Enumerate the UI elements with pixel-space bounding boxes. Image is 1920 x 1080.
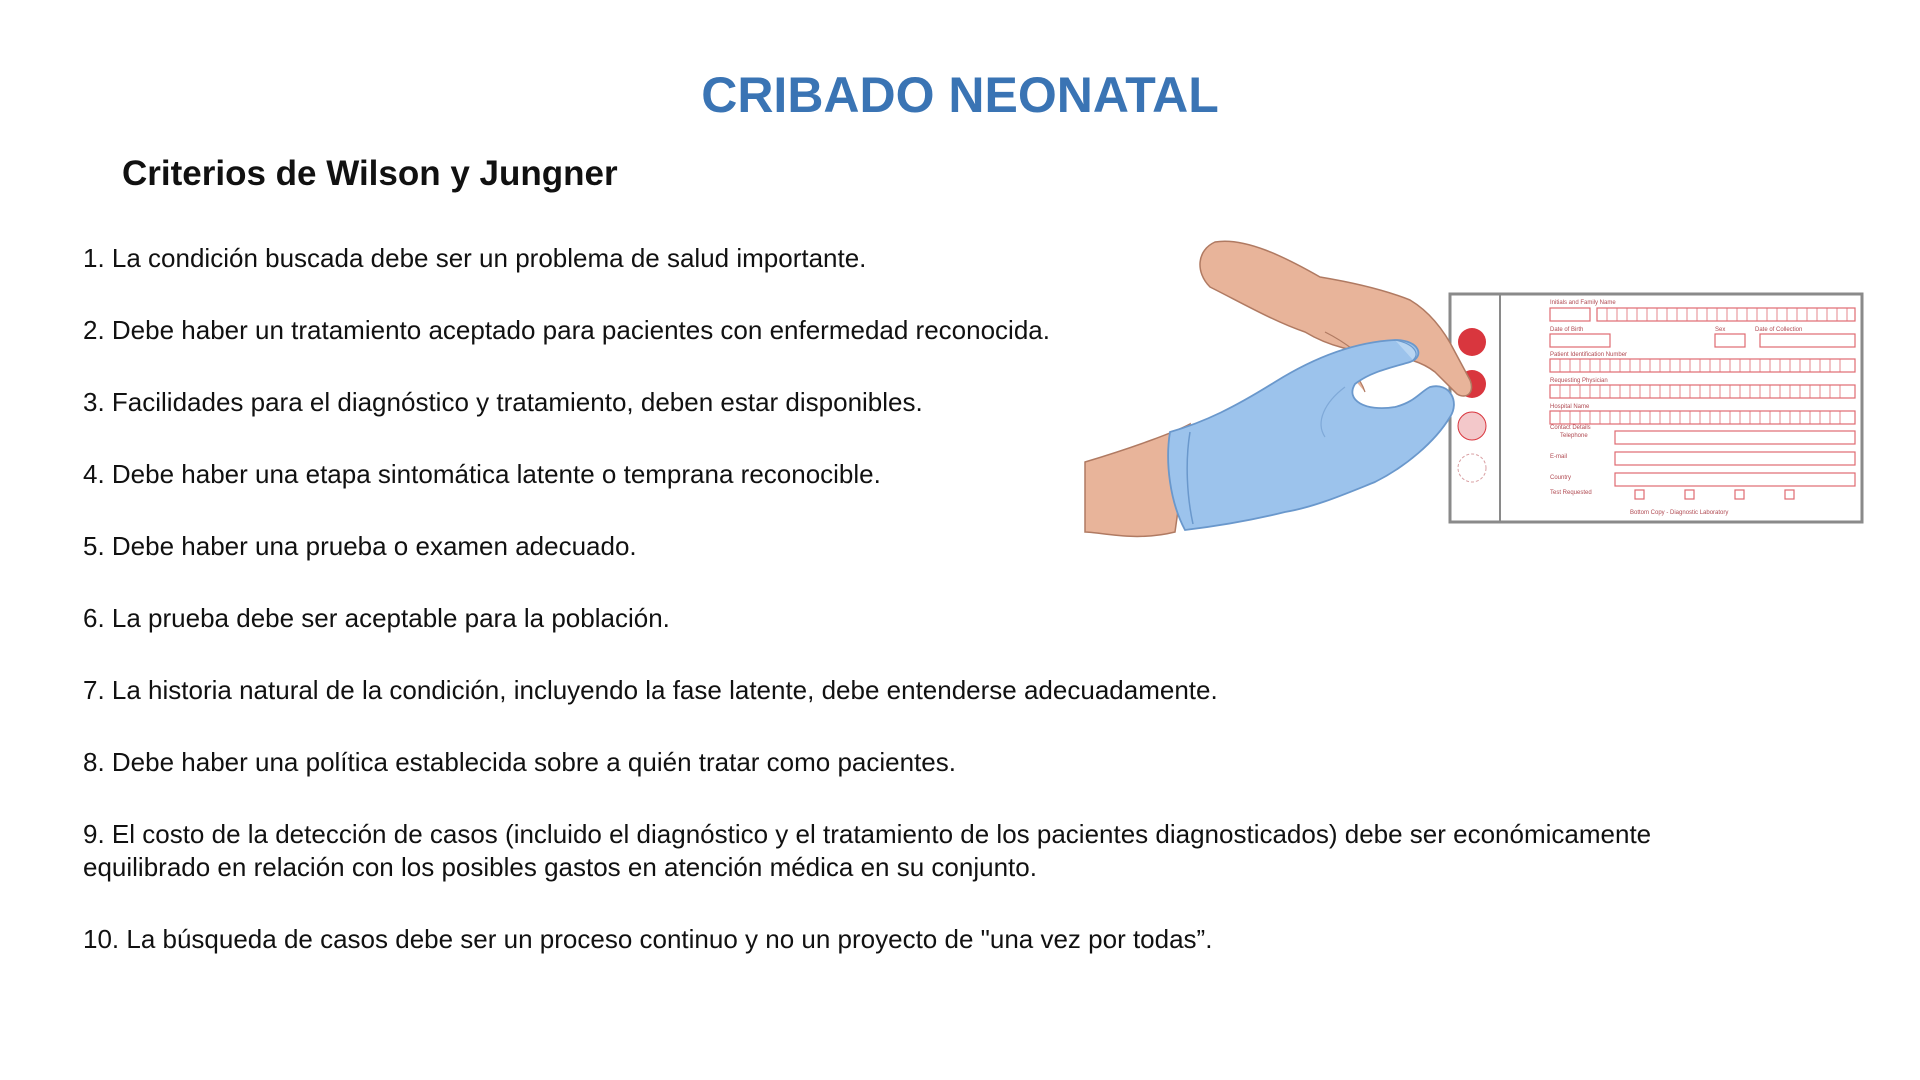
page-title: CRIBADO NEONATAL [701,67,1219,123]
card-label: Bottom Copy - Diagnostic Laboratory [1630,510,1729,516]
criterion-item: 6. La prueba debe ser aceptable para la población. [83,603,670,633]
criterion-item: 1. La condición buscada debe ser un problema de salud importante. [83,243,867,273]
card-label: Requesting Physician [1550,378,1608,384]
card-label: Country [1550,475,1572,481]
card-label: Patient Identification Number [1550,352,1628,358]
criterion-item: 10. La búsqueda de casos debe ser un proceso continuo y no un proyecto de "una vez por todas”. [83,924,1213,954]
blood-spot [1458,328,1486,356]
card-label: Test Requested [1550,490,1592,496]
criterion-item: 2. Debe haber un tratamiento aceptado para pacientes con enfermedad reconocida. [83,315,1050,345]
card-label: Initials and Family Name [1550,300,1616,306]
criterion-item: 5. Debe haber una prueba o examen adecuado. [83,531,637,561]
card-label: Telephone [1560,433,1588,439]
card-label: Date of Birth [1550,327,1584,333]
card-label: Sex [1715,327,1726,333]
gloved-hand [1085,340,1454,536]
page-subtitle: Criterios de Wilson y Jungner [122,154,618,193]
blood-spot [1458,412,1486,440]
criterion-item: 7. La historia natural de la condición, incluyendo la fase latente, debe entenderse adecuadamente. [83,675,1218,705]
criterion-item: 3. Facilidades para el diagnóstico y tratamiento, deben estar disponibles. [83,387,923,417]
card-label: Date of Collection [1755,327,1803,333]
card-label: Hospital Name [1550,404,1590,410]
criterion-item: 9. El costo de la detección de casos (incluido el diagnóstico y el tratamiento de los pacientes diagnosticados) debe ser económicamente equilibrado en relación con los posibles gastos en atención médica en su conjunto. [83,819,1652,882]
criterion-item: 8. Debe haber una política establecida sobre a quién tratar como pacientes. [83,747,956,777]
card-label: E-mail [1550,454,1568,460]
card-label: Contact Details [1550,425,1591,431]
blood-collection-card [1450,294,1862,522]
criterion-item: 4. Debe haber una etapa sintomática latente o temprana reconocible. [83,459,881,489]
heel-prick-blood-card-icon [1075,232,1875,632]
